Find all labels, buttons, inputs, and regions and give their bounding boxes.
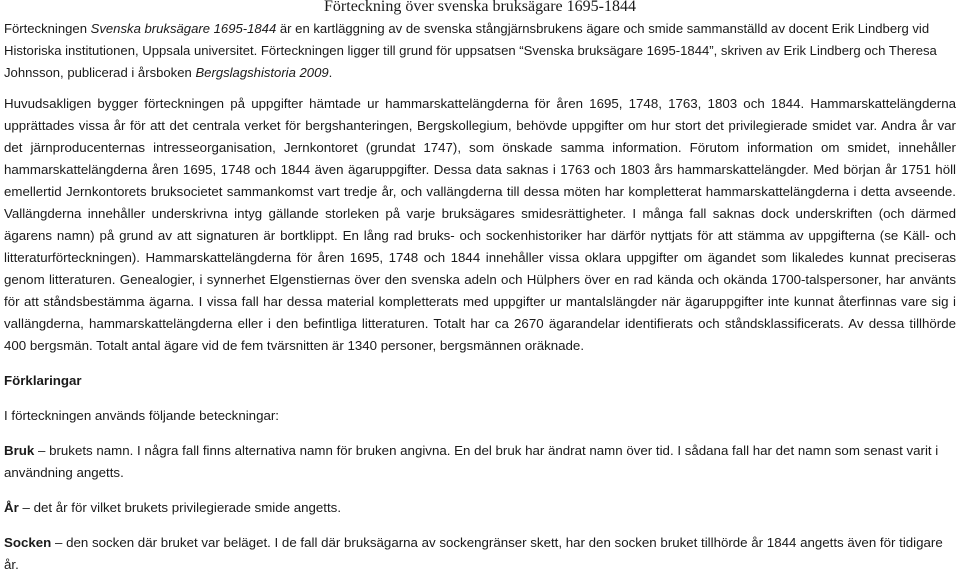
- definition-term: Bruk: [4, 443, 35, 458]
- intro-text-start: Förteckningen: [4, 21, 91, 36]
- document-body: [0, 18, 960, 576]
- definition-text: – den socken där bruket var beläget. I de fall där bruksägarna av sockengränser skett, har den socken bruket tillhörde år 1844 angetts även för tidigare år.: [4, 535, 943, 572]
- section-subheading: I förteckningen används följande beteckningar:: [4, 408, 279, 423]
- intro-paragraph: [4, 18, 956, 84]
- intro-yearbook-italic: Bergslagshistoria 2009: [195, 65, 329, 80]
- definition-text: – det år för vilket brukets privilegierade smide angetts.: [18, 500, 342, 515]
- section-heading: [4, 370, 956, 392]
- definition-term: År: [4, 500, 19, 515]
- definition-socken: [4, 532, 956, 576]
- definition-term: Socken: [4, 535, 52, 550]
- page-title: Förteckning över svenska bruksägare 1695-1844: [324, 0, 636, 15]
- main-paragraph: Huvudsakligen bygger förteckningen på uppgifter hämtade ur hammarskattelängderna för åren 1695, 1748, 1763, 1803 och 1844. Hammarskattelängderna upprättades vissa år för att det centrala verket för bergshanteringen, Bergskollegium, behövde uppgifter om hur stort det privilegierade smidet var. Andra år var det järnproducenternas intresseorganisation, Jernkontoret (grundat 1747), som önskade samma information. Förutom information om smidet, innehåller hammarskattelängderna åren 1695, 1748 och 1844 även ägaruppgifter. Dessa data saknas i 1763 och 1803 års hammarskattelängder. Med början år 1751 höll emellertid Jernkontorets bruksocietet sammankomst vart tredje år, och vallängderna till dessa möten har kompletterat hammarskattelängderna i detta avseende. Vallängderna innehåller underskrivna intyg gällande storleken på varje bruksägares smidesrättigheter. I många fall saknas dock underskriften (och därmed ägarens namn) på grund av att signaturen är bortklippt. En lång rad bruks- och sockenhistoriker har därför nyttjats för att stämma av uppgifterna (se Käll- och litteraturförteckningen). Hammarskattelängderna för åren 1695, 1748 och 1844 innehåller vissa oklara uppgifter om ägandet som likaledes kunnat preciseras genom litteraturen. Genealogier, i synnerhet Elgenstiernas över den svenska adeln och Hülphers över en rad kända och okända 1700-talspersoner, har använts för att ståndsbestämma ägarna. I vissa fall har dessa material kompletterats med uppgifter ur mantalslängder när ägaruppgifter inte kunnat återfinnas vare sig i vallängderna, hammarskattelängderna eller i den befintliga litteraturen. Totalt har ca 2670 ägarandelar identifierats och ståndsklassificerats. Av dessa tillhörde 400 bergsmän. Totalt antal ägare vid de fem tvärsnitten är 1340 personer, bergsmännen oräknade.: [4, 96, 956, 353]
- intro-title-italic: Svenska bruksägare 1695-1844: [90, 21, 277, 36]
- definition-ar: [4, 497, 956, 519]
- intro-text-end: .: [328, 65, 333, 80]
- section-heading-text: Förklaringar: [4, 373, 82, 388]
- definition-bruk: [4, 440, 956, 484]
- intro-text-middle: är en kartläggning av de svenska stångjärnsbrukens ägare och smide sammanställd av docent Erik Lindberg vid Historiska institutionen, Uppsala universitet. Förteckningen ligger till grund för uppsatsen “Svenska bruksägare 1695-1844”, skriven av Erik Lindberg och Theresa Johnsson, publicerad i årsboken: [4, 21, 937, 80]
- definition-text: – brukets namn. I några fall finns alternativa namn för bruken angivna. En del bruk har ändrat namn över tid. I sådana fall har det namn som senast varit i användning angetts.: [4, 443, 939, 480]
